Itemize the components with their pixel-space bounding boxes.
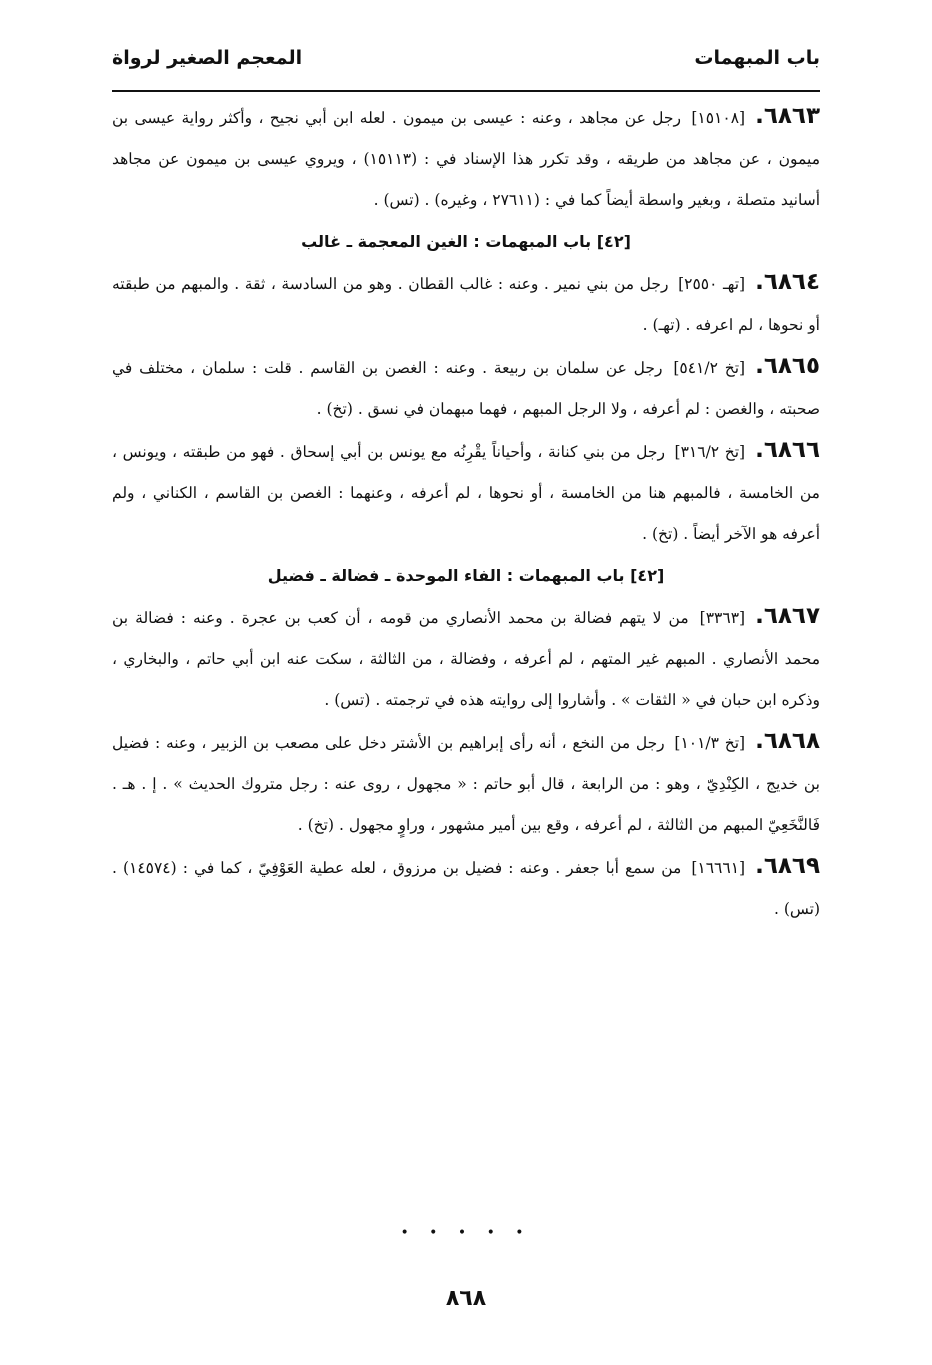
entry-paragraph [112,721,820,846]
entry-text: رجل عن مجاهد ، وعنه : عيسى بن ميمون . لعله ابن أبي نجيح ، وأكثر رواية عيسى بن ميمون ، عن مجاهد من طريقه ، وقد تكرر هذا الإسناد في : (١٥١١٣) ، ويروي عيسى بن ميمون عن مجاهد أسانيد متصلة ، وبغير واسطة أيضاً كما في : (٢٧٦١١ ، وغيره) . (تس) . [112,109,820,209]
running-title-right: باب المبهمات [694,47,820,69]
entry-number: ٦٨٦٥. [755,353,821,379]
entry-paragraph [112,262,820,346]
entry-reference: [١٥١٠٨] [691,109,746,127]
entry-reference: [تخ ٥٤١/٢] [673,359,746,377]
page-header [112,38,820,78]
entry-number: ٦٨٦٣. [755,103,820,129]
entry-text: رجل من بني كنانة ، وأحياناً يقْرِنُه مع يونس بن أبي إسحاق . فهو من طبقته ، ويونس ، من الخامسة ، فالمبهم هنا من الخامسة ، أو نحوها ، لم أعرفه ، وعنهما : الغصن بن القاسم ، الكناني ، ولم أعرفه هو الآخر أيضاً . (تخ) . [112,443,820,543]
running-title-left: المعجم الصغير لرواة [112,47,303,69]
entry-paragraph [112,596,820,721]
entry-number: ٦٨٦٨. [755,728,820,754]
entry-paragraph [112,346,820,430]
header-rule [112,90,820,92]
entry-text: رجل من بني نمير . وعنه : غالب القطان . وهو من السادسة ، ثقة . والمبهم من طبقته أو نحوها ، لم اعرفه . (تهـ) . [112,275,820,334]
chapter-heading: [٤٢] باب المبهمات : الغين المعجمة ـ غالب [301,232,631,251]
entry-paragraph [112,430,820,555]
entry-text: رجل عن سلمان بن ربيعة . وعنه : الغصن بن القاسم . قلت : سلمان ، مختلف في صحبته ، والغصن : لم أعرفه ، ولا الرجل المبهم ، فهما مبهمان في نسق . (تخ) . [112,359,820,418]
entry-paragraph [112,96,820,221]
entry-reference: [٣٣٦٣] [699,609,746,627]
entry-reference: [تخ ٣١٦/٢] [674,443,746,461]
entry-reference: [١٦٦٦١] [691,859,746,877]
chapter-heading: [٤٢] باب المبهمات : الفاء الموحدة ـ فضالة ـ فضيل [267,566,665,585]
entry-number: ٦٨٦٤. [755,269,821,295]
entry-text: من لا يتهم فضالة بن محمد الأنصاري من قومه ، أن كعب بن عجرة . وعنه : فضالة بن محمد الأنصاري . المبهم غير المتهم ، لم أعرفه ، وفضالة ، من الثالثة ، سكت عنه ابن أبي حاتم ، والبخاري ، وذكره ابن حبان في « الثقات » . وأشاروا إلى روايته هذه في ترجمته . (تس) . [112,609,820,709]
entry-number: ٦٨٦٩. [755,853,820,879]
entry-paragraph [112,846,820,930]
entry-reference: [تخ ١٠١/٣] [674,734,746,752]
page-body [112,96,820,930]
page-number: ٨٦٨ [445,1286,487,1311]
entry-reference: [تهـ ٢٥٥٠] [678,275,746,293]
section-end-ornament: • • • • • [400,1225,532,1241]
entry-text: من سمع أبا جعفر . وعنه : فضيل بن مرزوق ، لعله عطية العَوْفِيّ ، كما في : (١٤٥٧٤) . (تس) . [112,859,820,918]
entry-text: رجل من النخع ، أنه رأى إبراهيم بن الأشتر دخل على مصعب بن الزبير ، وعنه : فضيل بن خديج ، الكِنْدِيّ ، وهو : من الرابعة ، قال أبو حاتم : « مجهول ، روى عنه : رجل متروك الحديث » . إ . هـ . فَالنَّخَعِيّ المبهم من الثالثة ، لم أعرفه ، وقع بين أمير مشهور ، وراوٍ مجهول . (تخ) . [112,734,820,834]
entry-number: ٦٨٦٧. [755,603,820,629]
entry-number: ٦٨٦٦. [755,437,820,463]
